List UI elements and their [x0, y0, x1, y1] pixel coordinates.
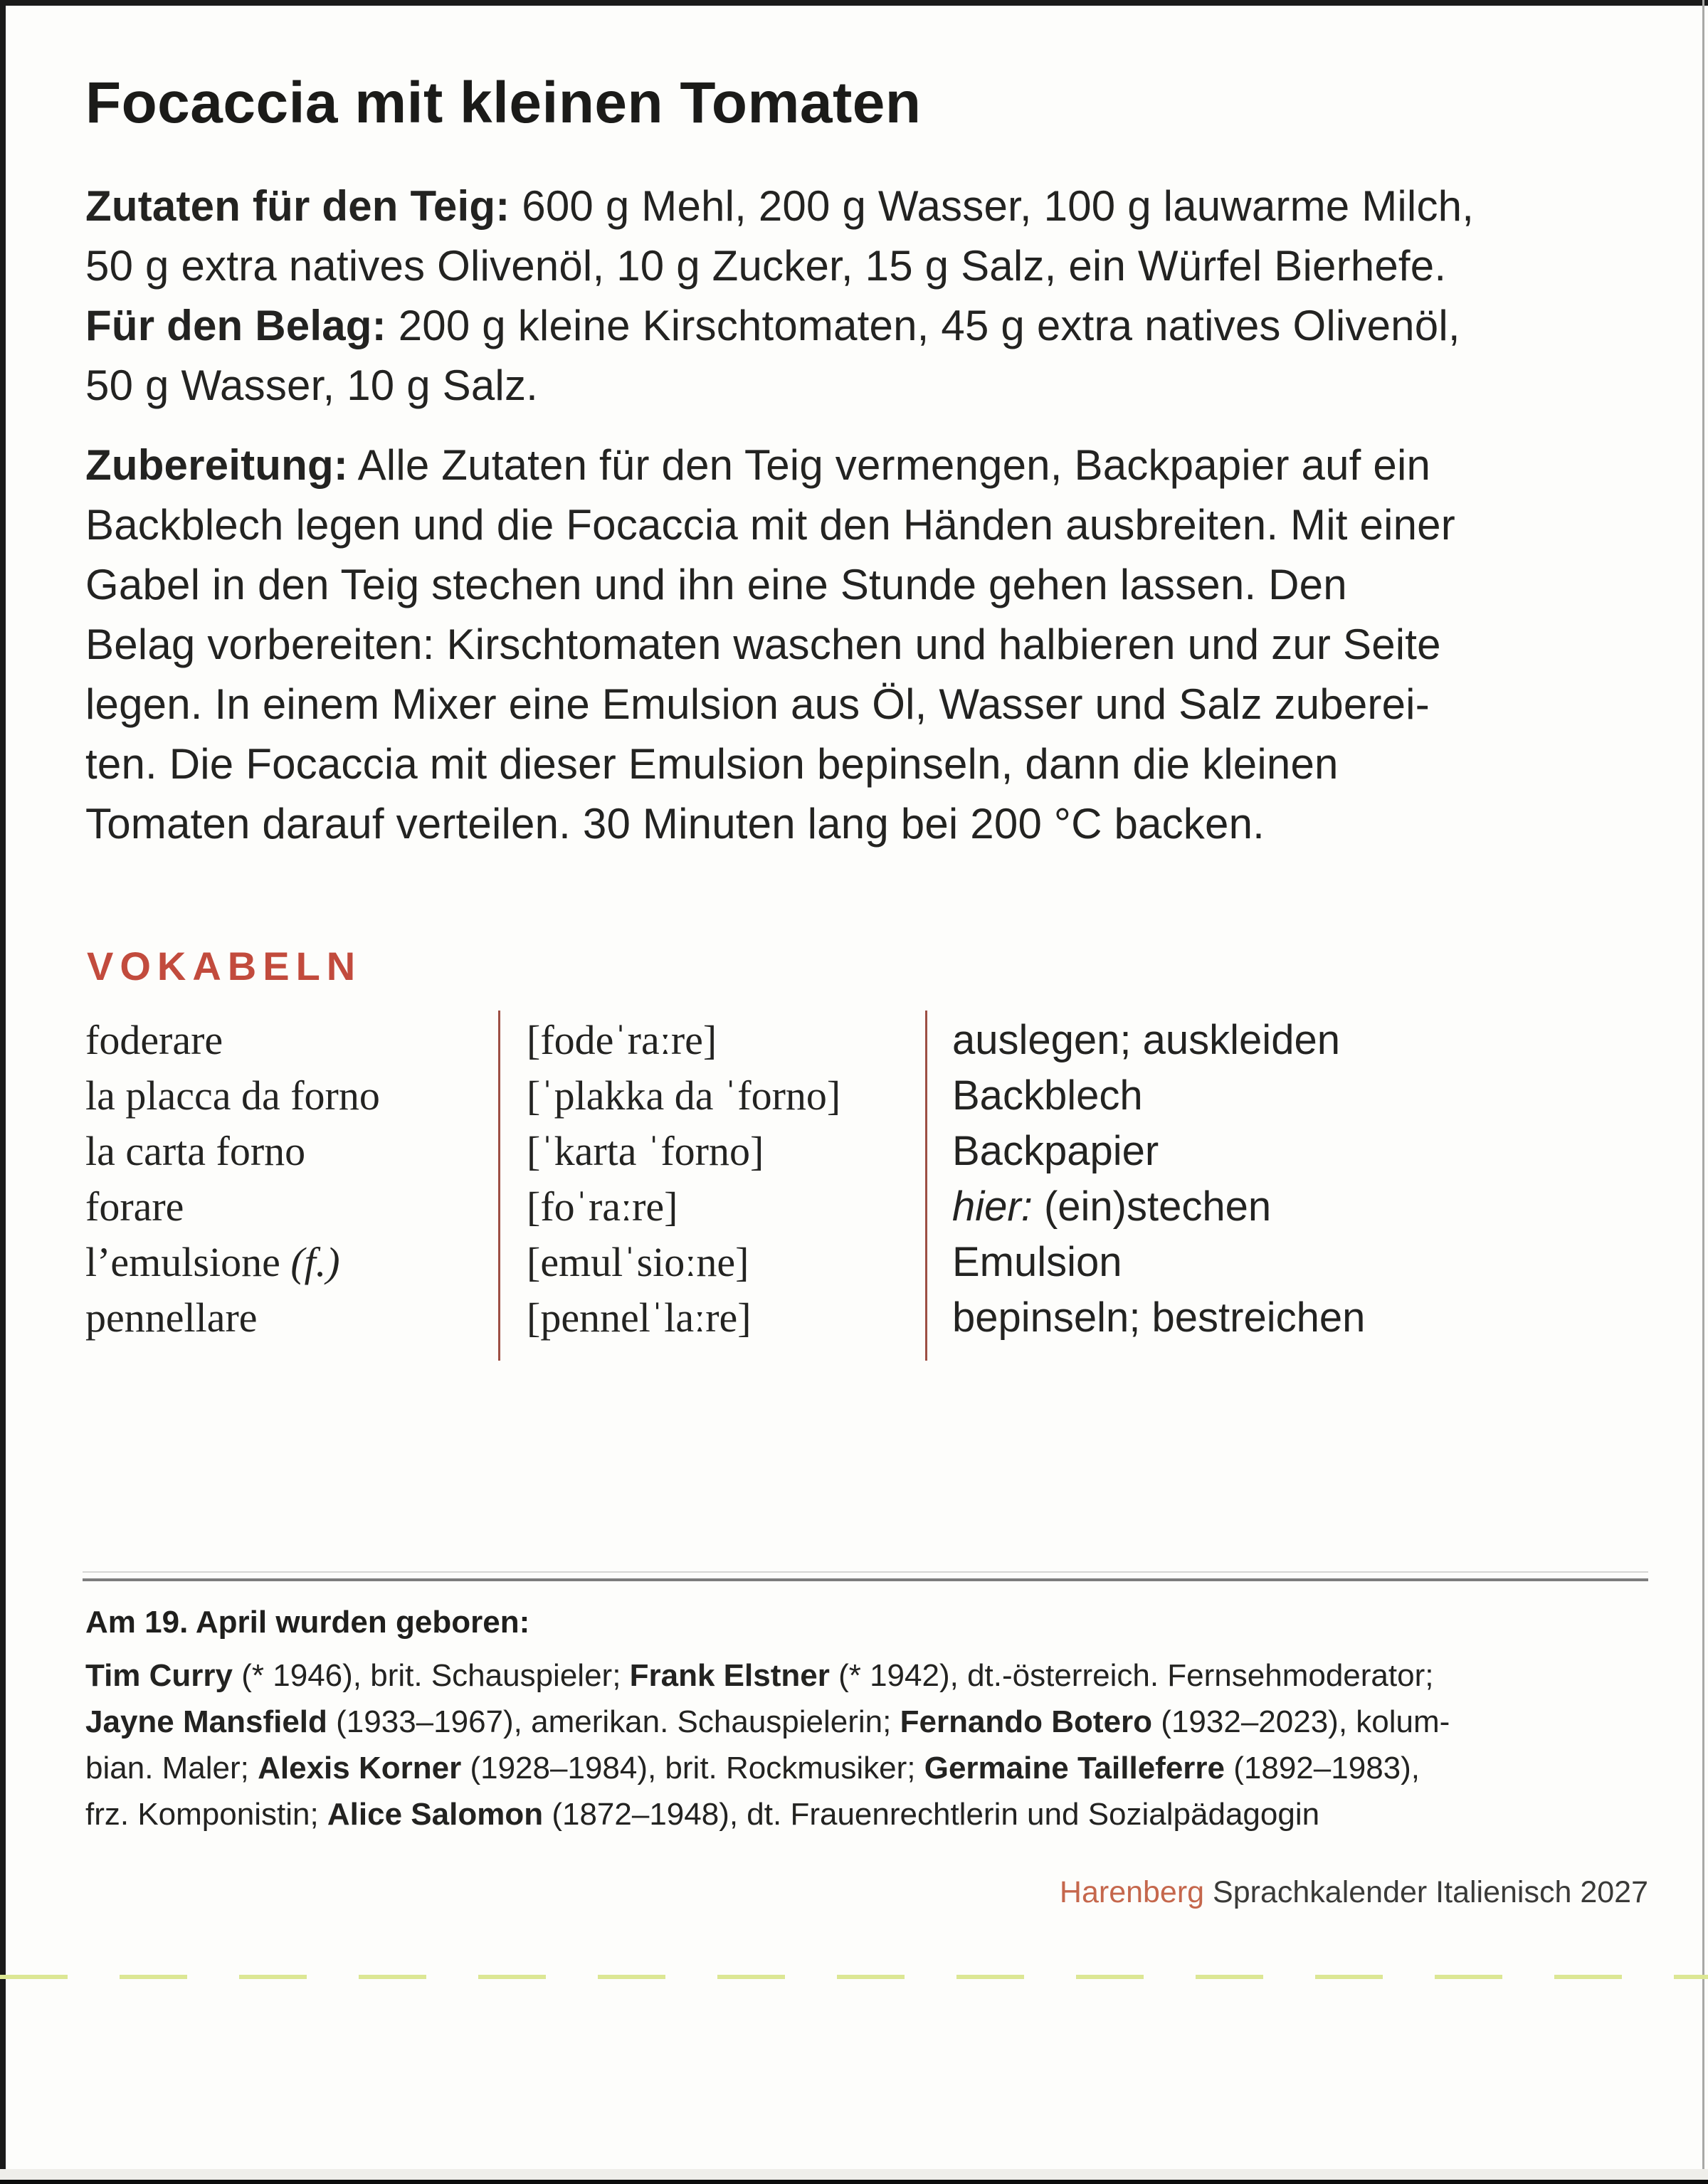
ingredients-line: Zutaten für den Teig: 600 g Mehl, 200 g Wasser, 100 g lauwarme Milch,	[85, 182, 1475, 230]
preparation-line: Zubereitung: Alle Zutaten für den Teig vermengen, Backpapier auf ein	[85, 441, 1431, 489]
page-title: Focaccia mit kleinen Tomaten	[85, 70, 922, 135]
vocab-phonetic: [ˈkarta ˈforno]	[527, 1128, 764, 1174]
scan-edge-left	[0, 0, 6, 2184]
vocab-column-divider	[498, 1011, 500, 1361]
scan-edge-top	[0, 0, 1708, 6]
scan-edge-shadow	[0, 2169, 1708, 2180]
vocab-phonetic: [emulˈsioːne]	[527, 1239, 749, 1285]
birthdays-heading: Am 19. April wurden geboren:	[85, 1605, 530, 1640]
preparation-line: legen. In einem Mixer eine Emulsion aus Öl, Wasser und Salz zuberei-	[85, 680, 1430, 728]
scan-edge-bottom	[0, 2180, 1708, 2184]
ingredients-line: 50 g Wasser, 10 g Salz.	[85, 362, 539, 409]
vocab-german: Emulsion	[952, 1239, 1122, 1285]
vocab-column-divider	[925, 1011, 927, 1361]
vocab-row	[85, 1290, 1665, 1346]
vocab-table	[85, 1013, 1665, 1346]
preparation-line: Belag vorbereiten: Kirschtomaten waschen und halbieren und zur Seite	[85, 621, 1441, 668]
preparation-paragraph	[85, 436, 1672, 854]
vocab-row	[85, 1179, 1665, 1235]
vocab-german: Backblech	[952, 1072, 1143, 1119]
footer-product: Sprachkalender Italienisch 2027	[1204, 1875, 1648, 1909]
vocab-italian: forare	[85, 1183, 184, 1230]
vocab-italian: l’emulsione (f.)	[85, 1239, 340, 1285]
birthdays-line: Tim Curry (* 1946), brit. Schauspieler; Frank Elstner (* 1942), dt.-österreich. Fernsehmoderator;	[85, 1658, 1434, 1693]
vocab-row	[85, 1068, 1665, 1124]
preparation-line: Tomaten darauf verteilen. 30 Minuten lang bei 200 °C backen.	[85, 800, 1265, 848]
birthdays-paragraph	[85, 1652, 1672, 1837]
separator-rule-light	[83, 1571, 1648, 1573]
vocab-row	[85, 1124, 1665, 1179]
perforation-dashed-line	[0, 1975, 1708, 1979]
vocab-italian: pennellare	[85, 1294, 258, 1341]
vocab-phonetic: [pennelˈlaːre]	[527, 1294, 752, 1341]
vocab-phonetic: [ˈplakka da ˈforno]	[527, 1072, 841, 1119]
preparation-line: ten. Die Focaccia mit dieser Emulsion bepinseln, dann die kleinen	[85, 740, 1339, 788]
vocab-phonetic: [foˈraːre]	[527, 1183, 678, 1230]
vocab-italian: la carta forno	[85, 1128, 306, 1174]
vocab-italian: la placca da forno	[85, 1072, 380, 1119]
birthdays-line: Jayne Mansfield (1933–1967), amerikan. Schauspielerin; Fernando Botero (1932–2023), kolum-	[85, 1704, 1450, 1739]
vocab-row	[85, 1235, 1665, 1290]
preparation-line: Gabel in den Teig stechen und ihn eine Stunde gehen lassen. Den	[85, 561, 1347, 608]
ingredients-paragraph	[85, 176, 1672, 416]
ingredients-line: 50 g extra natives Olivenöl, 10 g Zucker, 15 g Salz, ein Würfel Bierhefe.	[85, 242, 1447, 290]
vocab-german: Backpapier	[952, 1128, 1159, 1174]
vocab-german: hier: (ein)stechen	[952, 1183, 1272, 1230]
ingredients-line: Für den Belag: 200 g kleine Kirschtomaten, 45 g extra natives Olivenöl,	[85, 302, 1460, 349]
vocab-italian: foderare	[85, 1017, 223, 1063]
vocab-german: bepinseln; bestreichen	[952, 1294, 1366, 1341]
vocab-phonetic: [fodeˈraːre]	[527, 1017, 717, 1063]
footer-brand: Harenberg	[1059, 1875, 1205, 1909]
birthdays-line: frz. Komponistin; Alice Salomon (1872–1948), dt. Frauenrechtlerin und Sozialpädagogin	[85, 1797, 1320, 1832]
scan-edge-right	[1702, 0, 1704, 2184]
separator-rule	[83, 1578, 1648, 1581]
vocab-german: auslegen; auskleiden	[952, 1017, 1340, 1063]
footer-imprint	[85, 1874, 1648, 1911]
birthdays-line: bian. Maler; Alexis Korner (1928–1984), brit. Rockmusiker; Germaine Tailleferre (1892–1983),	[85, 1751, 1420, 1785]
vocab-row	[85, 1013, 1665, 1068]
vocab-heading: VOKABELN	[87, 944, 362, 988]
preparation-line: Backblech legen und die Focaccia mit den Händen ausbreiten. Mit einer	[85, 501, 1455, 549]
